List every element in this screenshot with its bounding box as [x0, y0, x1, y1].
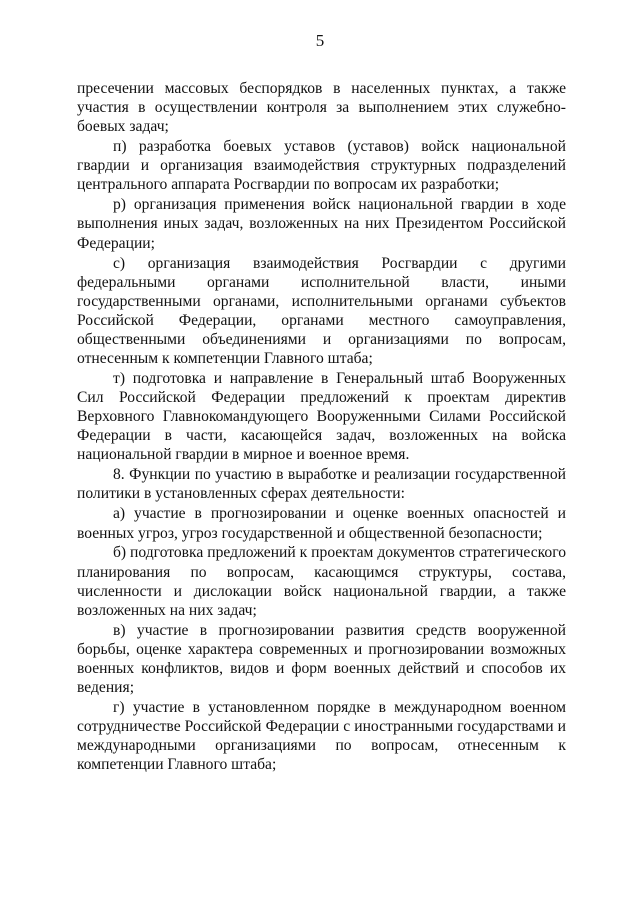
page-number: 5: [315, 31, 325, 50]
paragraph-continuation: пресечении массовых беспорядков в населенных пунктах, а также участия в осуществлении контроля за выполнением этих служебно-боевых задач;: [77, 80, 566, 136]
paragraph-item-r: р) организация применения войск национальной гвардии в ходе выполнения иных задач, возложенных на них Президентом Российской Федерации;: [77, 196, 566, 252]
paragraph-item-b: б) подготовка предложений к проектам документов стратегического планирования по вопросам, касающимся структуры, состава, численности и дислокации войск национальной гвардии, а также возложенных на них задач;: [77, 544, 566, 619]
paragraph-item-s: с) организация взаимодействия Росгвардии с другими федеральными органами исполнительной власти, иными государственными органами, исполнительными органами субъектов Российской Федерации, органами местного самоуправления, общественными объединениями и организациями по вопросам, отнесенным к компетенции Главного штаба;: [77, 254, 566, 367]
paragraph-item-p: п) разработка боевых уставов (уставов) войск национальной гвардии и организация взаимодействия структурных подразделений центрального аппарата Росгвардии по вопросам их разработки;: [77, 138, 566, 194]
paragraph-section-8: 8. Функции по участию в выработке и реализации государственной политики в установленных сферах деятельности:: [77, 466, 566, 503]
paragraph-item-v: в) участие в прогнозировании развития средств вооруженной борьбы, оценке характера современных и прогнозировании возможных военных конфликтов, видов и форм военных действий и способов их ведения;: [77, 621, 566, 697]
paragraph-item-a: а) участие в прогнозировании и оценке военных опасностей и военных угроз, угроз государственной и общественной безопасности;: [77, 505, 566, 542]
paragraph-item-g: г) участие в установленном порядке в международном военном сотрудничестве Российской Федерации с иностранными государствами и международными организациями по вопросам, отнесенным к компетенции Главного штаба;: [77, 699, 566, 774]
paragraph-item-t: т) подготовка и направление в Генеральный штаб Вооруженных Сил Российской Федерации предложений к проектам директив Верховного Главнокомандующего Вооруженными Силами Российской Федерации в части, касающейся задач, возложенных на войска национальной гвардии в мирное и военное время.: [77, 369, 566, 464]
document-body: [77, 79, 566, 775]
